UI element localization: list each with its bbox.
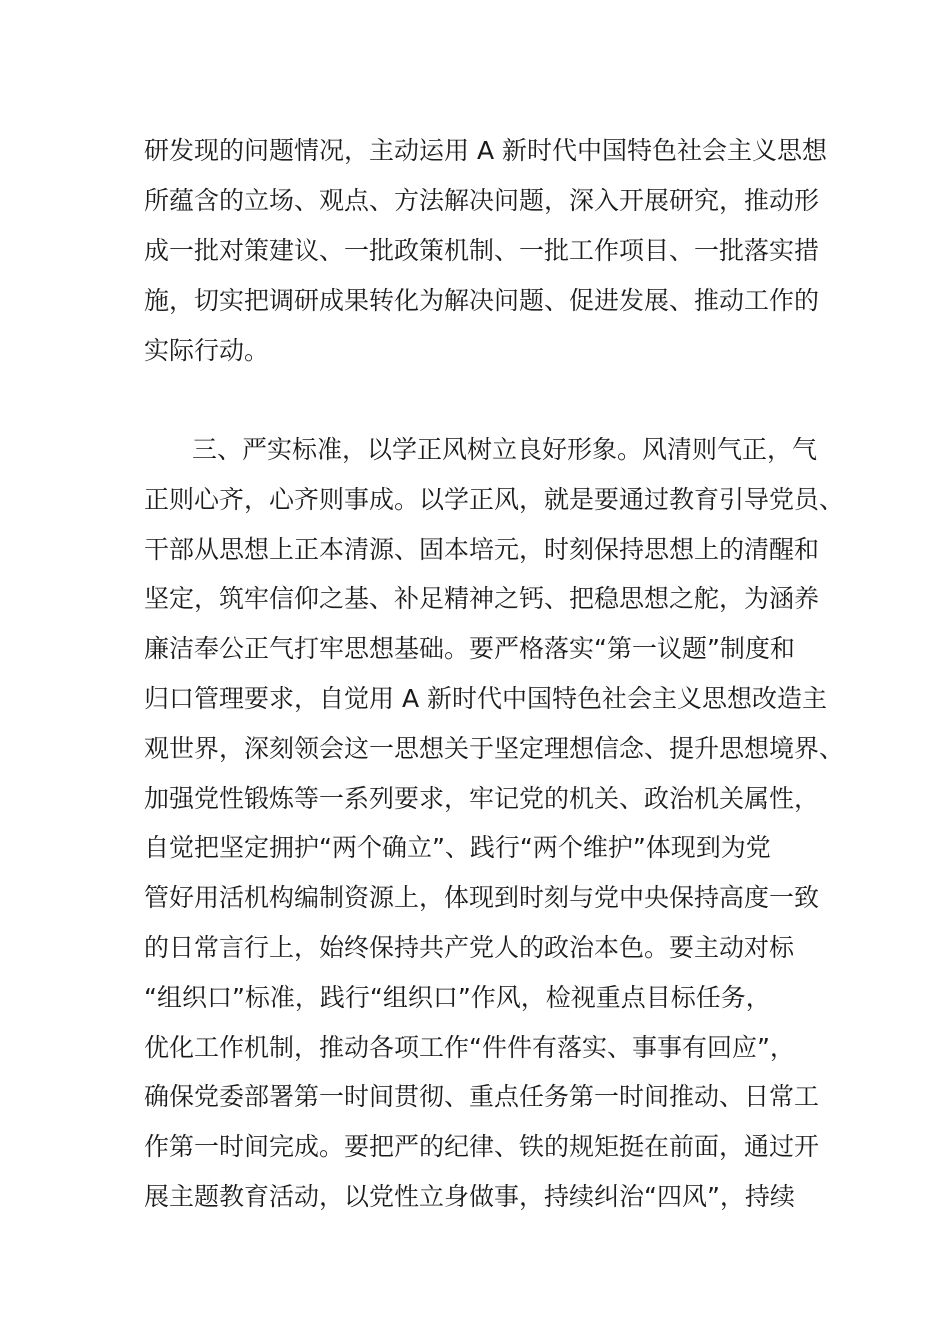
paragraph-2-line-14: 确保党委部署第一时间贯彻、重点任务第一时间推动、日常工 — [144, 1082, 820, 1111]
paragraph-1-line-3: 成一批对策建议、一批政策机制、一批工作项目、一批落实措 — [144, 236, 820, 265]
paragraph-2-line-8: 加强党性锻炼等一系列要求，牢记党的机关、政治机关属性， — [144, 784, 820, 813]
paragraph-2-line-10: 管好用活机构编制资源上，体现到时刻与党中央保持高度一致 — [144, 883, 820, 912]
paragraph-2-line-9: 自觉把坚定拥护“两个确立”、践行“两个维护”体现到为党 — [144, 833, 771, 862]
paragraph-2-line-13: 优化工作机制，推动各项工作“件件有落实、事事有回应”， — [144, 1033, 795, 1062]
paragraph-2-line-12: “组织口”标准，践行“组织口”作风，检视重点目标任务， — [144, 983, 771, 1012]
paragraph-1-line-4: 施，切实把调研成果转化为解决问题、促进发展、推动工作的 — [144, 286, 820, 315]
paragraph-2-line-4: 坚定，筑牢信仰之基、补足精神之钙、把稳思想之舵，为涵养 — [144, 584, 820, 613]
paragraph-2-line-1: 三、严实标准，以学正风树立良好形象。风清则气正，气 — [192, 435, 818, 464]
paragraph-1-line-1: 研发现的问题情况，主动运用 A 新时代中国特色社会主义思想 — [144, 136, 827, 165]
paragraph-2-line-2: 正则心齐，心齐则事成。以学正风，就是要通过教育引导党员、 — [144, 485, 845, 514]
paragraph-2-line-15: 作第一时间完成。要把严的纪律、铁的规矩挺在前面，通过开 — [144, 1132, 820, 1161]
paragraph-2-line-7: 观世界，深刻领会这一思想关于坚定理想信念、提升思想境界、 — [144, 734, 845, 763]
paragraph-2-line-3: 干部从思想上正本清源、固本培元，时刻保持思想上的清醒和 — [144, 535, 820, 564]
paragraph-2-line-6: 归口管理要求，自觉用 A 新时代中国特色社会主义思想改造主 — [144, 684, 827, 713]
paragraph-2-line-11: 的日常言行上，始终保持共产党人的政治本色。要主动对标 — [144, 933, 795, 962]
paragraph-1-line-2: 所蕴含的立场、观点、方法解决问题，深入开展研究，推动形 — [144, 186, 820, 215]
paragraph-1-line-5: 实际行动。 — [144, 336, 270, 365]
paragraph-2-line-16: 展主题教育活动，以党性立身做事，持续纠治“四风”，持续 — [144, 1182, 795, 1211]
paragraph-2-line-5: 廉洁奉公正气打牢思想基础。要严格落实“第一议题”制度和 — [144, 634, 795, 663]
